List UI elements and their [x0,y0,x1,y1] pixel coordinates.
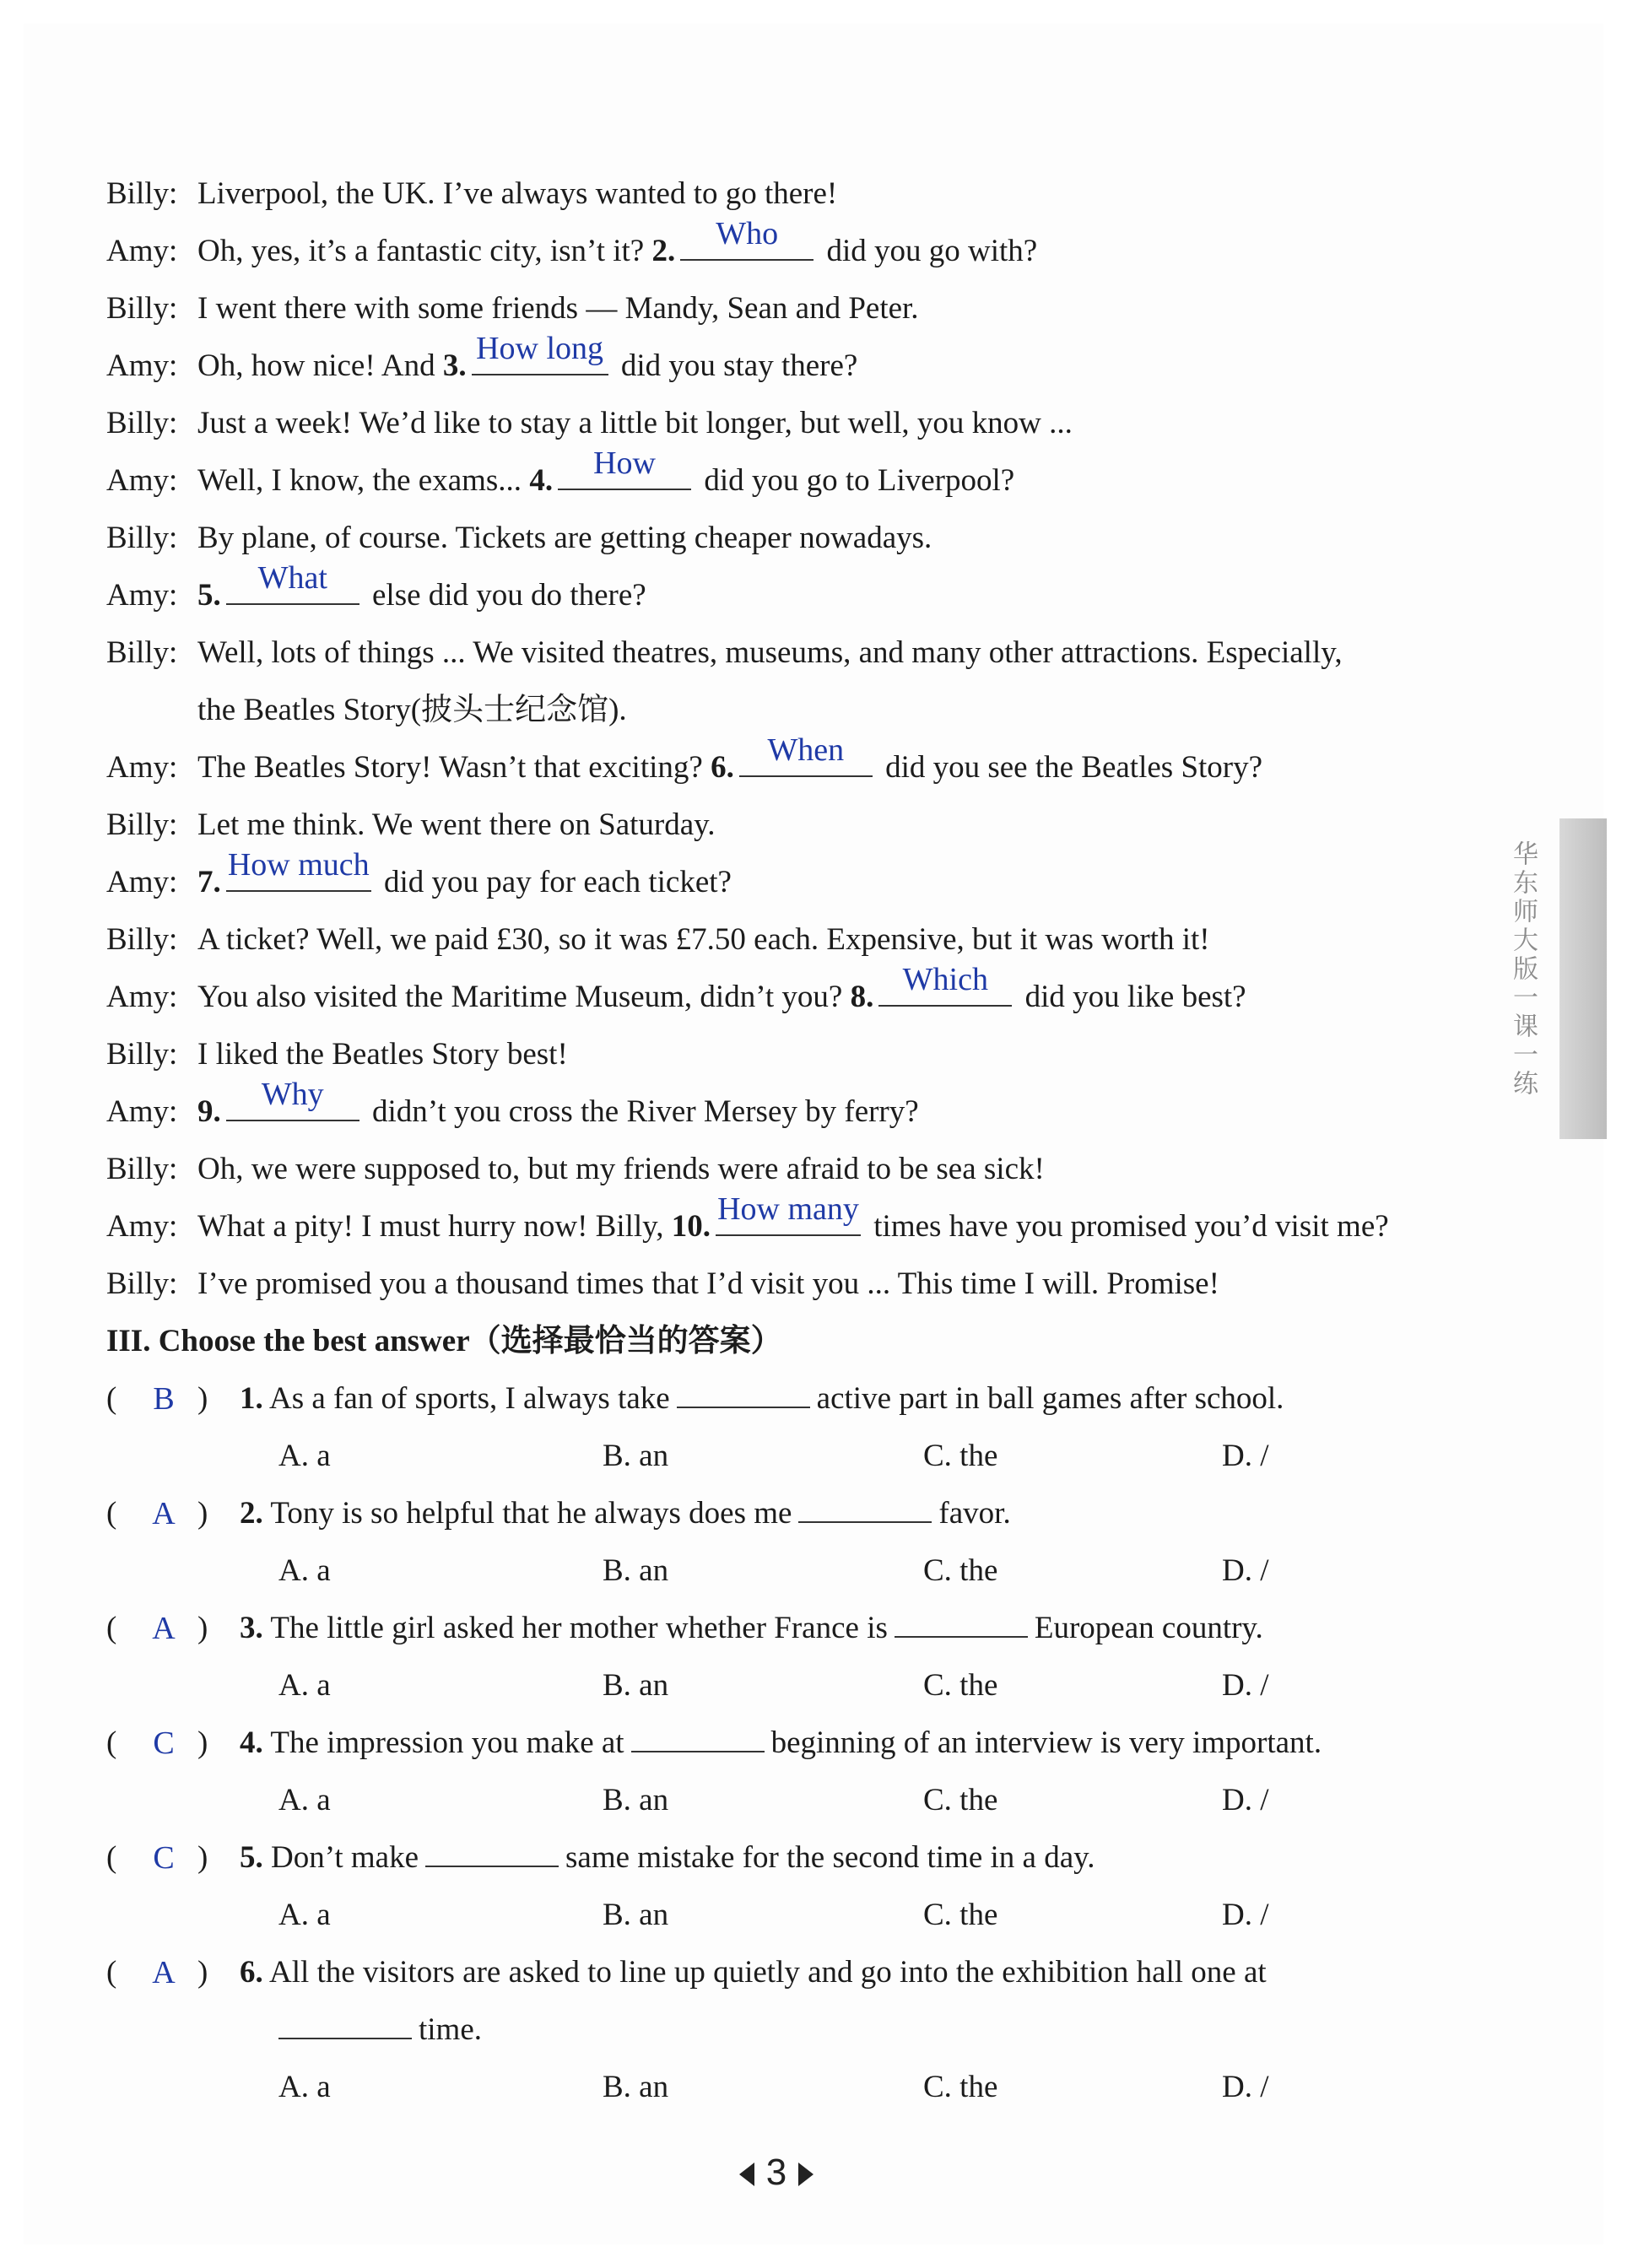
chosen-answer: B [153,1381,175,1417]
dialogue-text: Let me think. We went there on Saturday. [197,807,716,842]
dialogue-text: did you like best? [1017,980,1246,1014]
bracket-close: ) [197,1955,208,1990]
blank-number: 3. [442,348,467,383]
option-a[interactable]: A. a [278,2070,331,2104]
bracket-close: ) [197,1496,208,1531]
dialogue-line [106,560,1473,624]
option-b[interactable]: B. an [603,1668,669,1703]
speaker-label: Billy: [106,1152,178,1186]
chosen-answer: A [152,1496,176,1531]
handwritten-answer: How much [227,847,370,883]
speaker-label: Billy: [106,1266,178,1301]
question-text [240,1829,1095,1887]
question-number: 5. [240,1840,263,1875]
bracket-open: ( [106,1725,117,1760]
chosen-answer: A [152,1955,176,1990]
question-stem: The little girl asked her mother whether France is [270,1611,888,1645]
dialogue-line [106,962,1473,1026]
question-stem: The impression you make at [270,1725,624,1760]
dialogue-text: Oh, yes, it’s a fantastic city, isn’t it? [197,234,652,268]
dialogue-text: I went there with some friends — Mandy, Sean and Peter. [197,291,919,326]
option-a[interactable]: A. a [278,1553,331,1588]
blank-number: 5. [197,578,221,613]
option-d[interactable]: D. / [1222,1783,1269,1817]
dialogue-text: A ticket? Well, we paid £30, so it was £7.50 each. Expensive, but it was worth it! [197,922,1210,957]
bracket-open: ( [106,1955,117,1990]
option-c[interactable]: C. the [923,1668,998,1703]
handwritten-answer: Which [902,962,988,997]
speaker-label: Billy: [106,291,178,326]
speaker-label: Amy: [106,463,178,498]
option-b[interactable]: B. an [603,1439,669,1473]
options-row [106,1772,1473,1829]
question-number: 4. [240,1725,263,1760]
speaker-label: Billy: [106,406,178,440]
dialogue-line [106,280,1473,338]
answer-blank[interactable] [878,962,1012,1007]
question-stem: Tony is so helpful that he always does me [270,1496,792,1531]
bracket-open: ( [106,1381,117,1416]
question-blank[interactable] [631,1725,765,1752]
speaker-label: Amy: [106,348,178,383]
option-c[interactable]: C. the [923,1553,998,1588]
dialogue-text: I liked the Beatles Story best! [197,1037,568,1072]
question-number: 1. [240,1381,263,1416]
dialogue-text: Well, lots of things ... We visited theatres, museums, and many other attractions. Especially, [197,635,1343,670]
answer-blank[interactable] [680,216,814,261]
questions-section [106,1370,1473,2116]
bracket-open: ( [106,1496,117,1531]
question-blank[interactable] [278,2012,412,2039]
bracket-close: ) [197,1725,208,1760]
question-stem: As a fan of sports, I always take [268,1381,670,1416]
answer-blank[interactable] [472,331,608,375]
answer-blank[interactable] [226,560,359,605]
dialogue-line [106,682,1473,739]
blank-number: 4. [529,463,554,498]
handwritten-answer: Who [716,216,779,251]
dialogue-line [106,1141,1473,1198]
dialogue-line [106,1077,1473,1141]
speaker-label: Billy: [106,521,178,555]
blank-number: 10. [671,1209,711,1244]
dialogue-line [106,1256,1473,1313]
speaker-label: Billy: [106,1037,178,1072]
dialogue-text: did you go to Liverpool? [696,463,1015,498]
dialogue-line [106,446,1473,510]
dialogue-text: the Beatles Story(披头士纪念馆). [197,693,627,727]
answer-blank[interactable] [226,1077,359,1121]
speaker-label: Amy: [106,980,178,1014]
dialogue-line [106,847,1473,911]
option-d[interactable]: D. / [1222,1668,1269,1703]
question-stem-end: time. [419,2012,483,2047]
dialogue-line [106,510,1473,567]
option-a[interactable]: A. a [278,1898,331,1932]
speaker-label: Amy: [106,865,178,899]
question-stem: Don’t make [271,1840,419,1875]
dialogue-text: did you go with? [819,234,1038,268]
question-text [240,1944,1267,2001]
blank-number: 7. [197,865,221,899]
option-a[interactable]: A. a [278,1783,331,1817]
question-number: 6. [240,1955,263,1990]
blank-number: 8. [850,980,874,1014]
dialogue-line [106,395,1473,452]
dialogue-line [106,624,1473,682]
chosen-answer: C [153,1840,175,1876]
bracket-open: ( [106,1840,117,1875]
section-heading: III. Choose the best answer（选择最恰当的答案） [106,1324,782,1358]
question-blank[interactable] [425,1840,559,1867]
bracket-close: ) [197,1381,208,1416]
dialogue-text: did you see the Beatles Story? [877,750,1263,785]
dialogue-text: What a pity! I must hurry now! Billy, [197,1209,672,1244]
option-d[interactable]: D. / [1222,1553,1269,1588]
option-b[interactable]: B. an [603,1898,669,1932]
dialogue-text: You also visited the Maritime Museum, didn’t you? [197,980,851,1014]
prev-page-icon[interactable] [739,2163,754,2186]
option-b[interactable]: B. an [603,1783,669,1817]
dialogue-section [106,165,1473,1313]
question-blank[interactable] [798,1496,932,1523]
dialogue-text: did you pay for each ticket? [376,865,732,899]
question-row [106,1944,1473,2001]
question-text [240,1600,1263,1657]
handwritten-answer: What [257,560,327,596]
answer-blank[interactable] [716,1191,861,1236]
speaker-label: Billy: [106,635,178,670]
option-a[interactable]: A. a [278,1668,331,1703]
question-stem: All the visitors are asked to line up quietly and go into the exhibition hall one at [268,1955,1267,1990]
dialogue-line [106,732,1473,796]
question-stem-end: beginning of an interview is very important. [770,1725,1322,1760]
option-d[interactable]: D. / [1222,1898,1269,1932]
speaker-label: Billy: [106,176,178,211]
bracket-open: ( [106,1611,117,1645]
question-number: 3. [240,1611,263,1645]
dialogue-text: Just a week! We’d like to stay a little bit longer, but well, you know ... [197,406,1073,440]
options-row [106,2059,1473,2116]
dialogue-text: Oh, how nice! And [197,348,443,383]
chosen-answer: C [153,1725,175,1761]
answer-blank[interactable] [226,847,371,892]
dialogue-line [106,216,1473,280]
question-stem-end: favor. [938,1496,1011,1531]
handwritten-answer: When [767,732,845,768]
handwritten-answer: How many [717,1191,859,1227]
option-a[interactable]: A. a [278,1439,331,1473]
speaker-label: Amy: [106,1209,178,1244]
next-page-icon[interactable] [798,2163,814,2186]
dialogue-line [106,796,1473,854]
dialogue-text: didn’t you cross the River Mersey by ferry? [364,1094,919,1129]
side-label: 华东师大版一课一练 [1508,840,1538,1099]
option-c[interactable]: C. the [923,1439,998,1473]
worksheet-content [106,165,1473,2116]
dialogue-line [106,1191,1473,1256]
speaker-label: Billy: [106,807,178,842]
options-row [106,1657,1473,1714]
question-text [278,2001,482,2059]
answer-blank[interactable] [739,732,873,777]
question-row [106,1370,1473,1428]
dialogue-text: By plane, of course. Tickets are getting cheaper nowadays. [197,521,932,555]
question-blank[interactable] [677,1381,810,1408]
handwritten-answer: Why [261,1077,324,1112]
dialogue-line [106,165,1473,223]
dialogue-line [106,331,1473,395]
option-d[interactable]: D. / [1222,1439,1269,1473]
question-row [106,1600,1473,1657]
side-tab [1559,818,1607,1139]
speaker-label: Billy: [106,922,178,957]
options-row [106,1428,1473,1485]
bracket-close: ) [197,1611,208,1645]
question-text [240,1485,1011,1542]
option-b[interactable]: B. an [603,1553,669,1588]
question-row [106,1485,1473,1542]
question-text [240,1370,1284,1428]
question-row [106,1829,1473,1887]
question-blank[interactable] [895,1611,1028,1638]
dialogue-text: Liverpool, the UK. I’ve always wanted to go there! [197,176,838,211]
dialogue-text: did you stay there? [613,348,858,383]
page-number: 3 [765,2152,787,2193]
blank-number: 2. [651,234,676,268]
dialogue-text: Oh, we were supposed to, but my friends were afraid to be sea sick! [197,1152,1045,1186]
option-c[interactable]: C. the [923,2070,998,2104]
dialogue-text: else did you do there? [364,578,646,613]
bracket-close: ) [197,1840,208,1875]
speaker-label: Amy: [106,578,178,613]
option-d[interactable]: D. / [1222,2070,1269,2104]
option-c[interactable]: C. the [923,1783,998,1817]
page-number-nav [726,2147,827,2198]
speaker-label: Amy: [106,1094,178,1129]
chosen-answer: A [152,1611,176,1646]
handwritten-answer: How [593,446,656,481]
option-b[interactable]: B. an [603,2070,669,2104]
blank-number: 9. [197,1094,221,1129]
dialogue-text: The Beatles Story! Wasn’t that exciting? [197,750,711,785]
blank-number: 6. [711,750,734,785]
question-stem-end: European country. [1034,1611,1263,1645]
dialogue-line [106,911,1473,969]
answer-blank[interactable] [558,446,691,490]
speaker-label: Amy: [106,750,178,785]
option-c[interactable]: C. the [923,1898,998,1932]
dialogue-line [106,1026,1473,1083]
dialogue-text: times have you promised you’d visit me? [866,1209,1389,1244]
question-text [240,1714,1322,1772]
question-row [106,1714,1473,1772]
question-stem-end: active part in ball games after school. [816,1381,1284,1416]
question-stem-end: same mistake for the second time in a day. [565,1840,1095,1875]
question-number: 2. [240,1496,263,1531]
dialogue-text: Well, I know, the exams... [197,463,530,498]
dialogue-text: I’ve promised you a thousand times that I’d visit you ... This time I will. Promise! [197,1266,1219,1301]
options-row [106,1887,1473,1944]
speaker-label: Amy: [106,234,178,268]
options-row [106,1542,1473,1600]
handwritten-answer: How long [476,331,604,366]
question-row-continued [106,2001,1473,2059]
